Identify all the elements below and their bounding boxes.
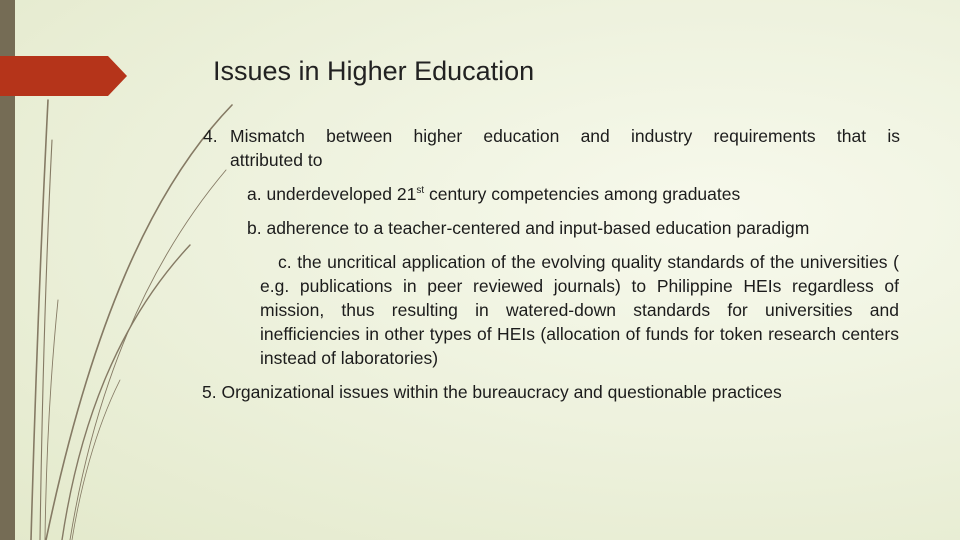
list-item-4-text [200, 124, 900, 172]
sub-item-a [247, 182, 897, 206]
slide-title: Issues in Higher Education [213, 56, 535, 86]
list-item-4-line2: attributed to [230, 150, 323, 170]
sub-item-a-superscript: st [416, 185, 425, 196]
sub-item-c: c. the uncritical application of the evolving quality standards of the universities ( e.g. publications in peer reviewed journals) to Philippine HEIs regardless of mission, thus resulting in watered-down standards for universities and inefficiencies in other types of HEIs (allocation of funds for token research centers instead of laboratories) [260, 252, 899, 368]
sub-item-a-prefix: a. underdeveloped 21 [247, 184, 417, 204]
list-item-4-line1: Mismatch between higher education and industry requirements that is [230, 126, 900, 146]
list-item-4 [200, 124, 900, 172]
list-item-5: 5. Organizational issues within the bureaucracy and questionable practices [202, 382, 782, 402]
list-item-4-number: 4. [203, 126, 218, 146]
sub-item-b: b. adherence to a teacher-centered and input-based education paradigm [247, 218, 810, 238]
sub-item-a-suffix: century competencies among graduates [424, 184, 741, 204]
